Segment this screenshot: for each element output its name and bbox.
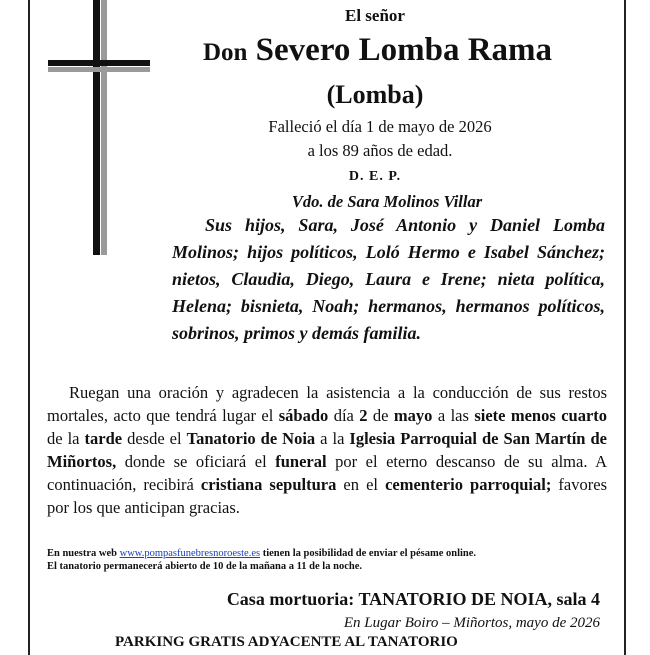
place-date: En Lugar Boiro – Miñortos, mayo de 2026 (343, 615, 600, 631)
nickname: (Lomba) (326, 80, 424, 109)
ceremony-text: a la (315, 429, 350, 448)
widower-line: Vdo. de Sara Molinos Villar (291, 192, 483, 211)
web-note-text: En nuestra web (47, 548, 120, 559)
ceremony-paragraph (47, 381, 607, 519)
right-border-line (624, 0, 626, 655)
deceased-name (150, 32, 605, 69)
ceremony-text: donde se oficiará el (116, 452, 276, 471)
web-note-text: tienen la posibilidad de enviar el pésame online. (260, 548, 477, 559)
ceremony-text: de la (47, 429, 85, 448)
parking-note: PARKING GRATIS ADYACENTE AL TANATORIO (115, 634, 458, 650)
don-title: Don (202, 39, 248, 66)
ceremony-month: mayo (393, 406, 433, 425)
ceremony-text: día (328, 406, 360, 425)
ceremony-church: Iglesia Parroquial de San Martín de Miñortos, (47, 429, 607, 471)
ceremony-burial: cristiana sepultura (200, 475, 337, 494)
ceremony-text: por el eterno descanso de su alma. A continuación, recibirá (47, 452, 607, 494)
ceremony-period: tarde (84, 429, 123, 448)
ceremony-funeral: funeral (275, 452, 327, 471)
ceremony-text: en el (336, 475, 386, 494)
ceremony-text: a las (432, 406, 475, 425)
cross-horizontal-shadow (48, 67, 150, 72)
web-note (47, 547, 612, 561)
ceremony-text: favores por los que anticipan gracias. (47, 475, 607, 517)
left-border-line (28, 0, 30, 655)
hours-note: El tanatorio permanecerá abierto de 10 de la mañana a 11 de la noche. (47, 561, 362, 572)
full-name: Severo Lomba Rama (255, 32, 553, 68)
cross-vertical-bar (93, 0, 100, 255)
family-list: Sus hijos, Sara, José Antonio y Daniel Lomba Molinos; hijos políticos, Loló Hermo e Isabel Sánchez; nietos, Claudia, Diego, Laura e Irene; nieta política, Helena; bisnieta, Noah; hermanos, hermanos políticos, sobrinos, primos y demás familia. (172, 215, 605, 343)
age: a los 89 años de edad. (307, 141, 453, 160)
ceremony-text: Ruegan una oración y agradecen la asistencia a la conducción de sus restos mortales, acto que tendrá lugar el (47, 383, 607, 425)
ceremony-day: sábado (278, 406, 329, 425)
ceremony-time: siete menos cuarto (474, 406, 608, 425)
cross-horizontal-bar (48, 60, 150, 66)
honorific: El señor (345, 6, 405, 25)
website-link[interactable]: www.pompasfunebresnoroeste.es (119, 548, 261, 559)
ceremony-origin: Tanatorio de Noia (186, 429, 316, 448)
ceremony-text: de (367, 406, 394, 425)
death-date: Falleció el día 1 de mayo de 2026 (268, 117, 492, 136)
funeral-home: Casa mortuoria: TANATORIO DE NOIA, sala 4 (226, 589, 600, 609)
cross-vertical-shadow (101, 0, 107, 255)
dep-text: D. E. P. (348, 169, 402, 184)
ceremony-date: 2 (359, 406, 368, 425)
ceremony-text: desde el (122, 429, 187, 448)
ceremony-cemetery: cementerio parroquial; (385, 475, 552, 494)
